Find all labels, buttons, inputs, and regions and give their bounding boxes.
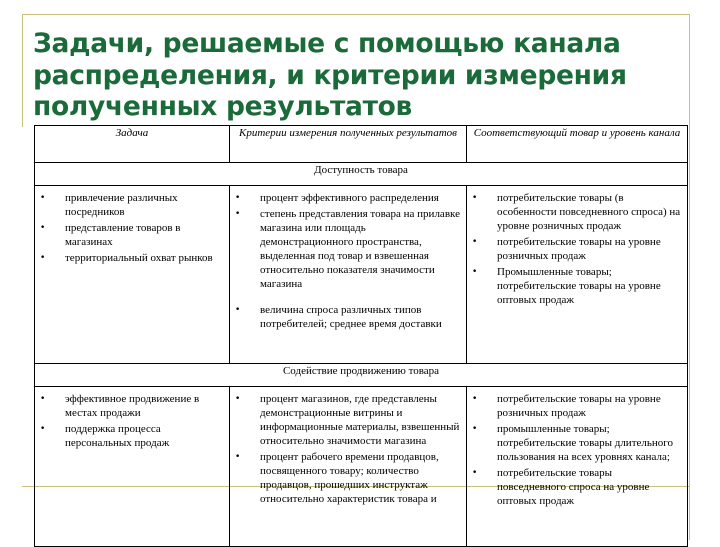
list-item: • потребительские товары на уровне розничных продаж: [467, 392, 681, 420]
frame-left-line: [22, 14, 23, 127]
section-label-availability: Доступность товара: [35, 163, 688, 186]
list-item: • процент эффективного распределения: [230, 191, 460, 205]
section-row: [35, 364, 688, 387]
list-item: • потребительские товары (в особенности повседневного спроса) на уровне розничных продаж: [467, 191, 681, 233]
products-cell: [467, 387, 688, 547]
list-item: • территориальный охват рынков: [35, 251, 223, 265]
products-cell: [467, 186, 688, 364]
list-item: • степень представления товара на прилавке магазина или площадь демонстрационного пространства, выделенная под товар и взвешенная относительно показателя значимости магазина: [230, 207, 460, 291]
list-item: • привлечение различных посредников: [35, 191, 223, 219]
criteria-cell: [230, 387, 467, 547]
header-criteria: Критерии измерения полученных результатов: [230, 126, 467, 163]
list-item: • Промышленные товары; потребительские товары на уровне оптовых продаж: [467, 265, 681, 307]
table-row: [35, 387, 688, 547]
list-item: • поддержка процесса персональных продаж: [35, 422, 223, 450]
list-item: • промышленные товары; потребительские товары длительного пользования на всех уровнях канала;: [467, 422, 681, 464]
list-item: • представление товаров в магазинах: [35, 221, 223, 249]
section-row: [35, 163, 688, 186]
header-product-level: Соответствующий товар и уровень канала: [467, 126, 688, 163]
criteria-table: [34, 125, 688, 547]
tasks-cell: [35, 387, 230, 547]
header-task: Задача: [35, 126, 230, 163]
frame-top-line: [22, 14, 690, 15]
table-row: [35, 186, 688, 364]
list-item: • процент рабочего времени продавцов, посвященного товару; количество продавцов, прошедших инструктаж относительно характеристик товара и: [230, 450, 460, 506]
list-item: • потребительские товары повседневного спроса на уровне оптовых продаж: [467, 466, 681, 508]
section-label-promotion: Содействие продвижению товара: [35, 364, 688, 387]
list-item: • величина спроса различных типов потребителей; среднее время доставки: [230, 303, 460, 331]
list-item: • потребительские товары на уровне розничных продаж: [467, 235, 681, 263]
list-item: • эффективное продвижение в местах продажи: [35, 392, 223, 420]
criteria-cell: [230, 186, 467, 364]
header-row: [35, 126, 688, 163]
slide-title: Задачи, решаемые с помощью канала распределения, и критерии измерения полученных результатов: [33, 28, 627, 122]
list-item: • процент магазинов, где представлены демонстрационные витрины и информационные материалы, взвешенный относительно значимости магазина: [230, 392, 460, 448]
frame-right-line: [689, 14, 690, 540]
tasks-cell: [35, 186, 230, 364]
